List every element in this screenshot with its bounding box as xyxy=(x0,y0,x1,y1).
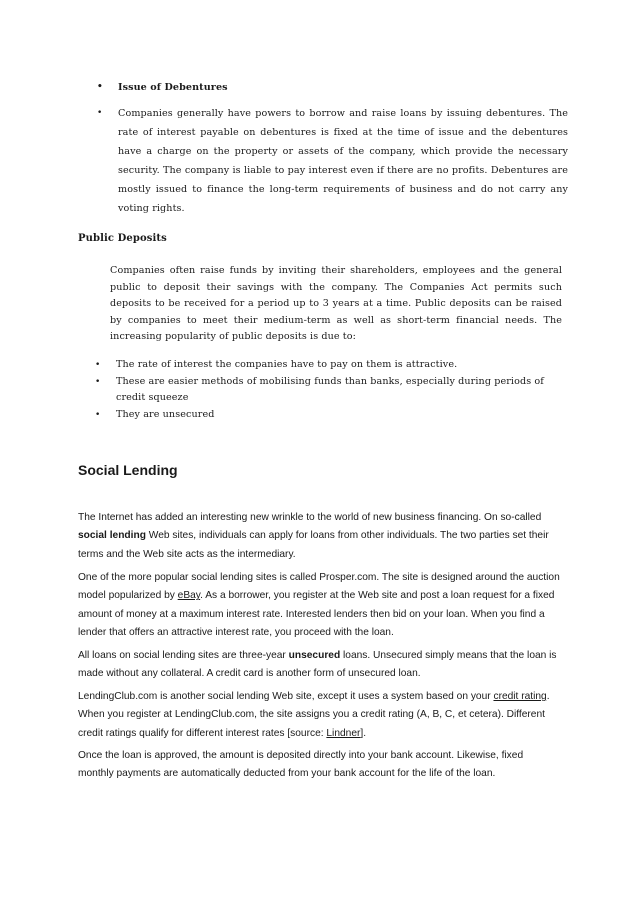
debentures-list xyxy=(118,78,568,218)
text-run: . As a borrower, you register at the Web site and post a loan request for a fixed amount of money at a maximum interest rate. Interested lenders then bid on your loan. When you find a lender that offers an attractive interest rate, you proceed with the loan. xyxy=(78,590,555,639)
debentures-title: • Issue of Debentures xyxy=(118,78,568,97)
text-run: The Internet has added an interesting new wrinkle to the world of new business financing. On so-called xyxy=(78,512,542,523)
public-deposits-intro: Companies often raise funds by inviting their shareholders, employees and the general public to deposit their savings with the company. The Companies Act permits such deposits to be received for a period up to 3 years at a time. Public deposits can be raised by companies to meet their medium-term as well as short-term financial needs. The increasing popularity of public deposits is due to: xyxy=(110,265,562,343)
bold-term: unsecured xyxy=(288,650,341,661)
paragraph-intro xyxy=(78,509,560,564)
paragraph-lendingclub xyxy=(78,688,560,743)
paragraph-repayment: Once the loan is approved, the amount is deposited directly into your bank account. Likewise, fixed monthly payments are automatically deducted from your bank account for the life of the loan. xyxy=(78,750,524,780)
text-run: One of the more popular social lending sites is called Prosper.com. The site is designed around the auction model popularized by xyxy=(78,572,560,602)
list-item: • They are unsecured xyxy=(116,407,566,424)
paragraph-unsecured xyxy=(78,647,560,684)
debentures-body: • Companies generally have powers to borrow and raise loans by issuing debentures. The rate of interest payable on debentures is fixed at the time of issue and the debentures have a charge on the property or assets of the company, which provide the necessary security. The company is liable to pay interest even if there are no profits. Debentures are mostly issued to finance the long-term requirements of business and do not carry any voting rights. xyxy=(118,104,568,218)
ebay-link[interactable]: eBay xyxy=(177,590,201,602)
text-run: ]. xyxy=(360,727,367,739)
public-deposits-list xyxy=(116,357,566,423)
text-run: Web sites, individuals can apply for loans from other individuals. The two parties set their terms and the Web site acts as the intermediary. xyxy=(78,530,549,560)
bold-term: social lending xyxy=(78,530,146,542)
text-run: loans. Unsecured simply means that the loan is made without any collateral. A credit card is another form of unsecured loan. xyxy=(78,650,557,680)
public-deposits-heading: Public Deposits xyxy=(78,233,167,244)
text-run: . When you register at LendingClub.com, the site assigns you a credit rating (A, B, C, et cetera). Different credit ratings qualify for different interest rates [source: xyxy=(78,691,550,739)
text-run: All loans on social lending sites are three-year xyxy=(78,650,289,661)
credit-rating-link[interactable]: credit rating xyxy=(493,691,547,702)
social-lending-heading: Social Lending xyxy=(78,462,178,478)
text-run: LendingClub.com is another social lending Web site, except it uses a system based on your xyxy=(78,691,494,702)
lindner-link[interactable]: Lindner xyxy=(326,727,361,739)
list-item: • These are easier methods of mobilising funds than banks, especially during periods of credit squeeze xyxy=(116,374,566,407)
paragraph-prosper xyxy=(78,569,560,643)
list-item: • The rate of interest the companies have to pay on them is attractive. xyxy=(116,357,566,374)
